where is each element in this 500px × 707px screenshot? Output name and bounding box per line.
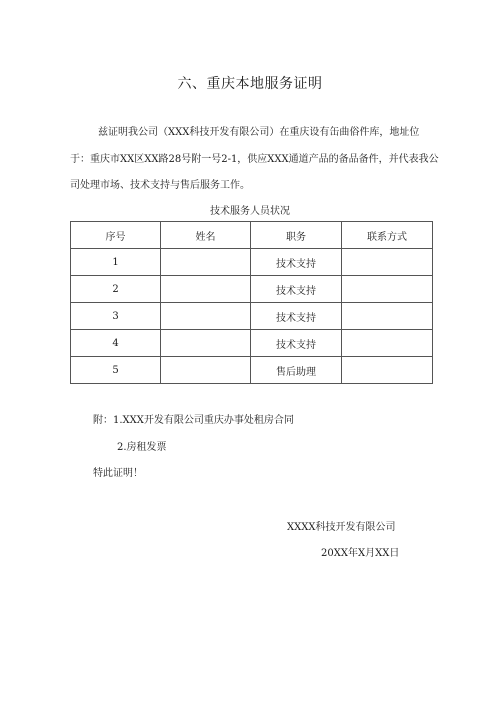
cell-contact (342, 276, 433, 303)
signature-date: 20XX年X月XX日 (321, 548, 400, 559)
cell-contact (342, 303, 433, 330)
signature-company: XXXX科技开发有限公司 (287, 522, 396, 533)
cell-contact (342, 357, 433, 384)
table-header-row (71, 222, 433, 249)
cell-role: 技术支持 (251, 249, 342, 276)
table-row (71, 330, 433, 357)
body-text-line-2: 于：重庆市XX区XX路28号附一号2-1，供应XXX通道产品的备品备件，并代表我公 (70, 154, 439, 165)
attachment-item-1: 附：1.XXX开发有限公司重庆办事处租房合同 (93, 415, 294, 426)
table-row (71, 303, 433, 330)
cell-number: 4 (71, 330, 161, 357)
table-row (71, 357, 433, 384)
cell-role: 技术支持 (251, 330, 342, 357)
header-contact: 联系方式 (342, 222, 433, 249)
cell-number: 3 (71, 303, 161, 330)
table-row (71, 249, 433, 276)
header-number: 序号 (71, 222, 161, 249)
cell-role: 技术支持 (251, 303, 342, 330)
cell-name (161, 249, 251, 276)
closing-statement: 特此证明！ (93, 468, 143, 479)
cell-contact (342, 330, 433, 357)
header-name: 姓名 (161, 222, 251, 249)
cell-role: 技术支持 (251, 276, 342, 303)
cell-number: 2 (71, 276, 161, 303)
cell-role: 售后助理 (251, 357, 342, 384)
cell-number: 5 (71, 357, 161, 384)
cell-name (161, 330, 251, 357)
table-row (71, 276, 433, 303)
attachment-item-2: 2.房租发票 (117, 442, 167, 453)
cell-contact (342, 249, 433, 276)
body-text-line-1: 兹证明我公司（XXX科技开发有限公司）在重庆设有缶曲俗件库，地址位 (98, 127, 420, 138)
cell-name (161, 303, 251, 330)
cell-name (161, 357, 251, 384)
staff-table (70, 221, 433, 384)
header-role: 职务 (251, 222, 342, 249)
cell-number: 1 (71, 249, 161, 276)
table-caption: 技术服务人员状况 (210, 206, 290, 217)
body-text-line-3: 司处理市场、技术支持与售后服务工作。 (70, 180, 250, 191)
cell-name (161, 276, 251, 303)
page-title: 六、重庆本地服务证明 (177, 76, 323, 92)
